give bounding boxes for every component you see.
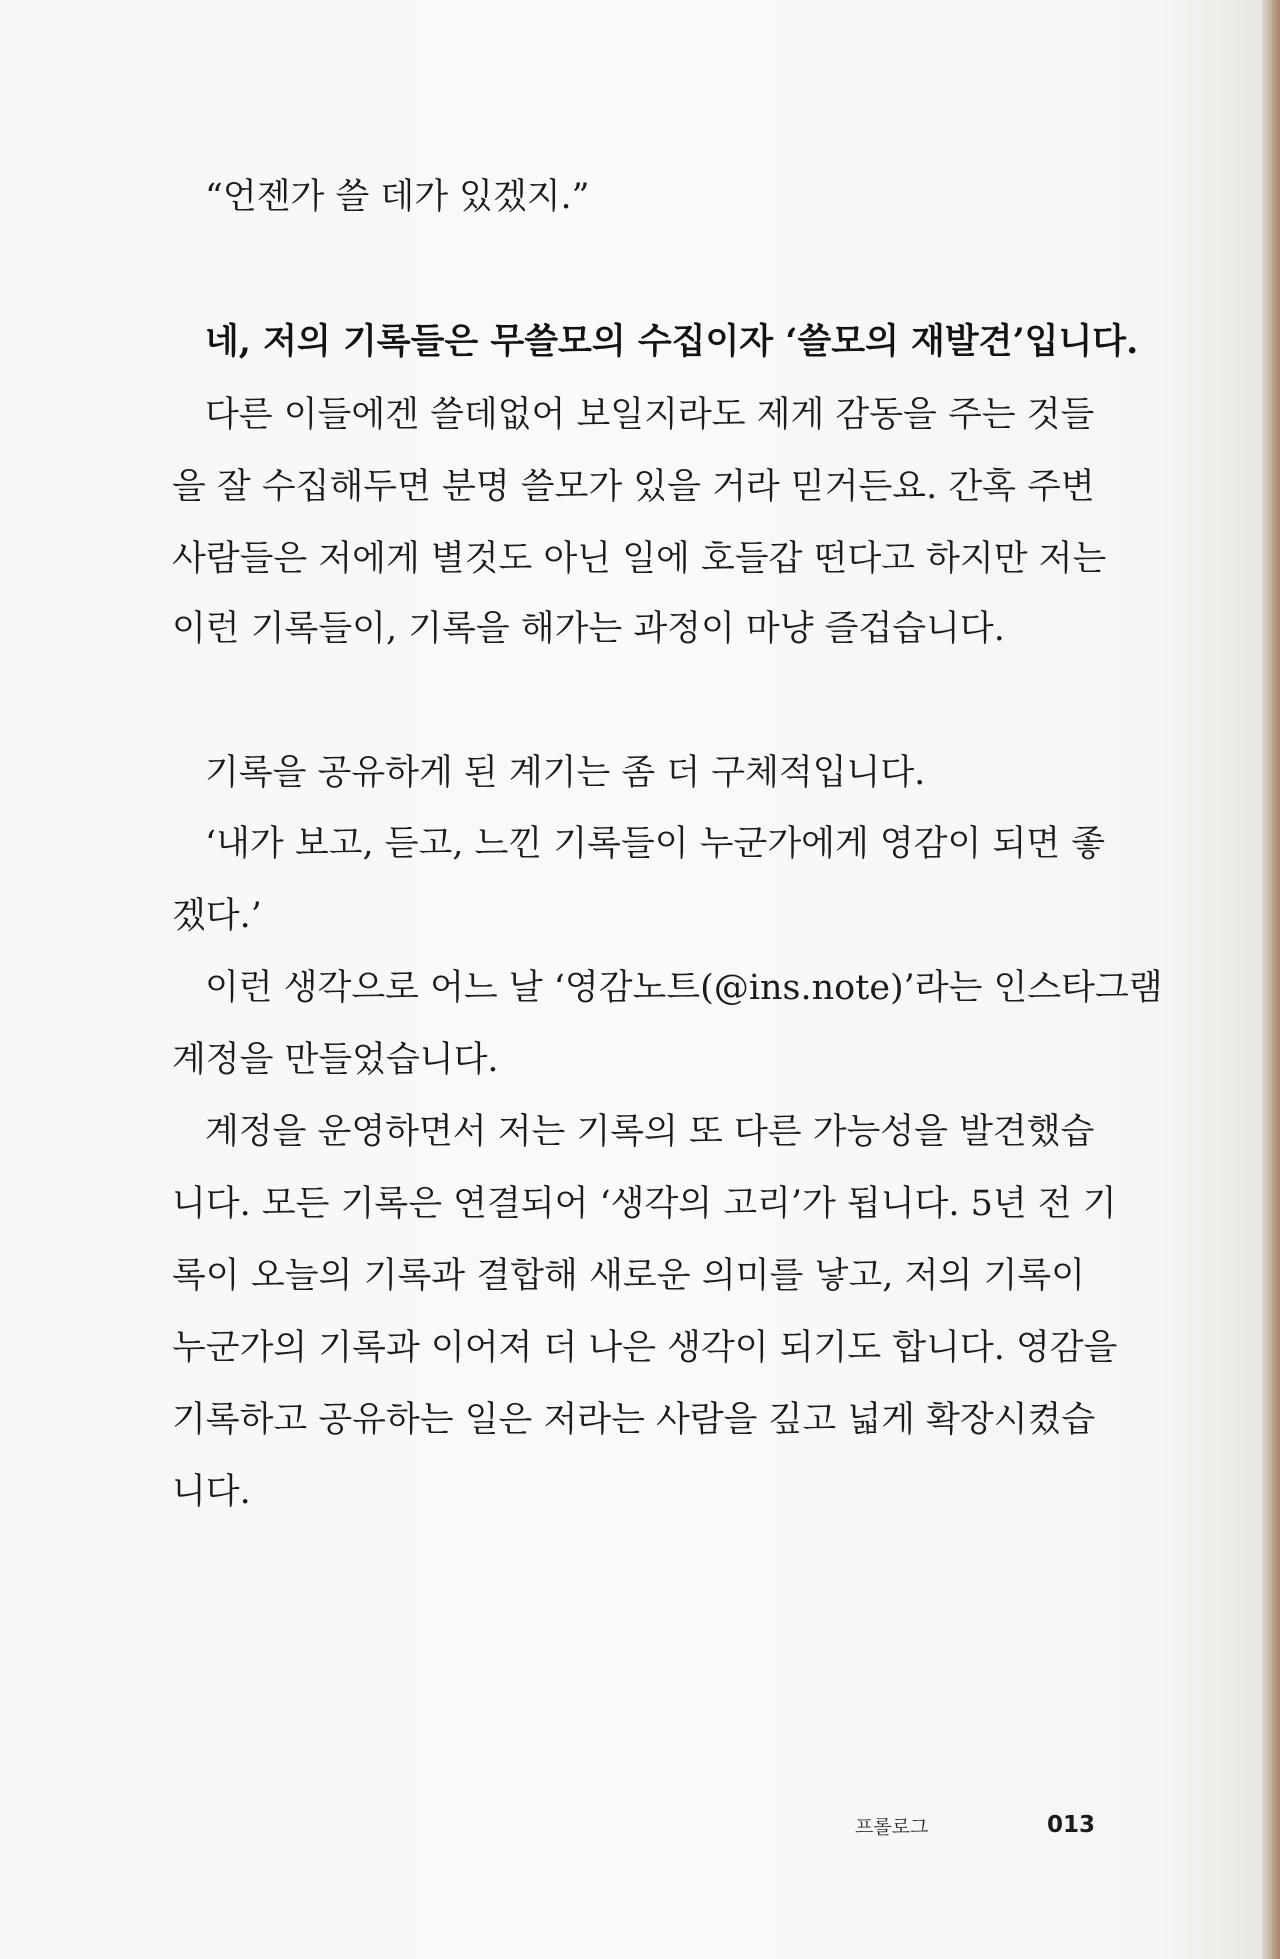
paragraph-line: 겠다.’ <box>172 896 262 936</box>
running-footer-section: 프롤로그 <box>855 1816 929 1838</box>
paragraph-line: 이런 생각으로 어느 날 ‘영감노트(@ins.note)’라는 인스타그램 <box>205 968 1163 1008</box>
paragraph-line: 누군가의 기록과 이어져 더 나은 생각이 되기도 합니다. 영감을 <box>172 1328 1118 1368</box>
paragraph-line: 기록을 공유하게 된 계기는 좀 더 구체적입니다. <box>205 753 926 793</box>
paragraph-line: 다른 이들에겐 쓸데없어 보일지라도 제게 감동을 주는 것들 <box>205 395 1095 435</box>
paragraph-line: 을 잘 수집해두면 분명 쓸모가 있을 거라 믿거든요. 간혹 주변 <box>172 467 1095 507</box>
paragraph-line: 니다. <box>172 1472 251 1512</box>
paragraph-line: 록이 오늘의 기록과 결합해 새로운 의미를 낳고, 저의 기록이 <box>172 1256 1085 1296</box>
paragraph-line: ‘내가 보고, 듣고, 느낀 기록들이 누군가에게 영감이 되면 좋 <box>205 824 1106 864</box>
paragraph-line: 계정을 만들었습니다. <box>172 1040 499 1080</box>
paragraph-line: 계정을 운영하면서 저는 기록의 또 다른 가능성을 발견했습 <box>205 1112 1095 1152</box>
page-number: 013 <box>1047 1812 1096 1838</box>
paragraph-line: 기록하고 공유하는 일은 저라는 사람을 깊고 넓게 확장시켰습 <box>172 1400 1096 1440</box>
page-edge-shadow <box>1262 0 1280 1959</box>
bold-statement: 네, 저의 기록들은 무쓸모의 수집이자 ‘쓸모의 재발견’입니다. <box>205 321 1139 362</box>
quote-line: “언젠가 쓸 데가 있겠지.” <box>205 177 590 217</box>
paragraph-line: 니다. 모든 기록은 연결되어 ‘생각의 고리’가 됩니다. 5년 전 기 <box>172 1184 1117 1224</box>
paragraph-line: 이런 기록들이, 기록을 해가는 과정이 마냥 즐겁습니다. <box>172 609 1005 649</box>
paragraph-line: 사람들은 저에게 별것도 아닌 일에 호들갑 떤다고 하지만 저는 <box>172 539 1107 579</box>
